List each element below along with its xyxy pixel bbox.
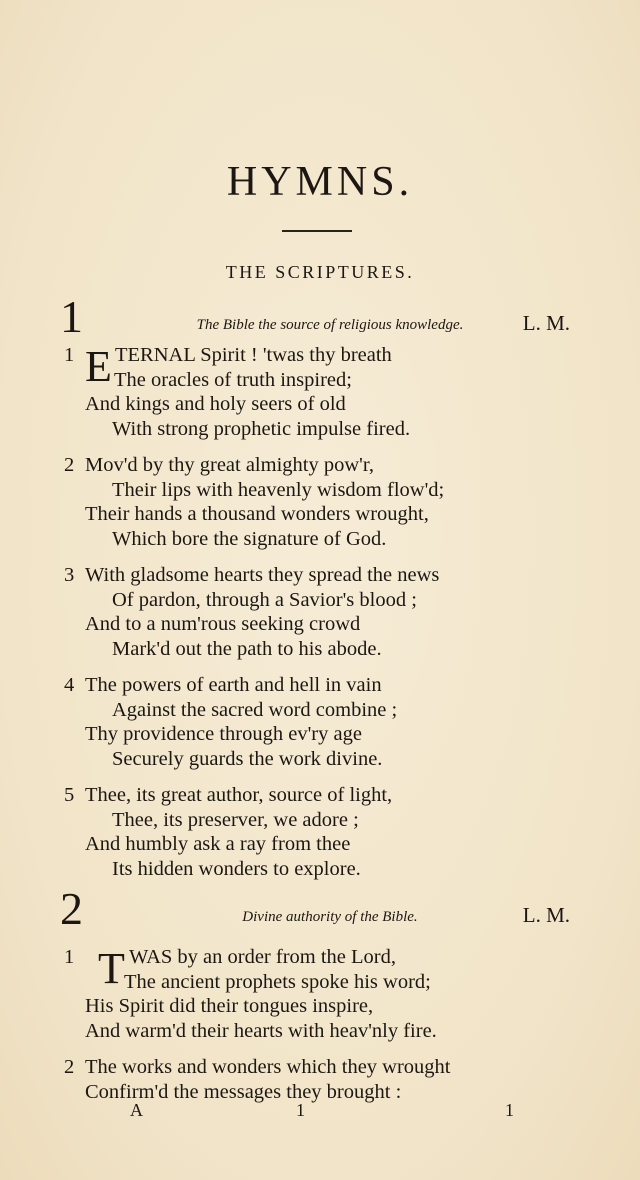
hymn-1-stanza-5 [64, 783, 584, 881]
verse-line [64, 453, 584, 478]
page-number: 1 [296, 1100, 305, 1120]
verse-line: The oracles of truth inspired; [114, 368, 352, 391]
verse-line-text: Mov'd by thy great almighty pow'r, [85, 454, 374, 476]
hymn-meter: L. M. [522, 903, 570, 927]
verse-line-text: The works and wonders which they wrought [85, 1056, 451, 1078]
hymn-1-stanza-3 [64, 563, 584, 661]
verse-line: Securely guards the work divine. [112, 747, 383, 770]
verse-line: And humbly ask a ray from thee [85, 833, 351, 855]
hymn-subtitle: Divine authority of the Bible. [242, 909, 418, 925]
verse-line [64, 945, 584, 970]
title-rule [282, 230, 352, 232]
hymn-1-stanza-4 [64, 673, 584, 771]
verse-line: Their lips with heavenly wisdom flow'd; [112, 478, 445, 501]
stanza-number: 2 [64, 454, 75, 476]
signature-mark: A [130, 1100, 143, 1120]
verse-line: And kings and holy seers of old [85, 393, 346, 415]
stanza-number: 2 [64, 1056, 75, 1078]
hymn-1-stanza-1 [64, 343, 584, 441]
hymn-2-header [60, 882, 570, 932]
verse-line-text: The powers of earth and hell in vain [85, 674, 382, 696]
verse-line: Of pardon, through a Savior's blood ; [112, 588, 417, 611]
page-footer [0, 1100, 640, 1124]
drop-cap: E [85, 342, 112, 391]
verse-line: Their hands a thousand wonders wrought, [85, 503, 429, 525]
hymn-meter: L. M. [522, 311, 570, 335]
hymn-2-stanza-2 [64, 1055, 584, 1104]
stanza-number: 4 [64, 674, 75, 696]
section-heading: THE SCRIPTURES. [225, 262, 415, 282]
verse-line: And warm'd their hearts with heav'nly fire. [85, 1019, 437, 1042]
drop-cap: T [98, 944, 125, 993]
verse-line: His Spirit did their tongues inspire, [85, 995, 374, 1017]
verse-line [64, 563, 584, 588]
hymn-number: 1 [60, 291, 83, 342]
verse-line: And to a num'rous seeking crowd [85, 613, 361, 635]
stanza-number: 1 [64, 344, 75, 366]
hymn-number: 2 [60, 883, 83, 934]
verse-line [64, 673, 584, 698]
verse-line-text: WAS by an order from the Lord, [129, 946, 397, 968]
sheet-number: 1 [505, 1100, 514, 1120]
stanza-number: 1 [64, 946, 75, 968]
verse-line-text: TERNAL Spirit ! 'twas thy breath [115, 344, 392, 366]
verse-line: Thy providence through ev'ry age [85, 723, 362, 745]
verse-line: Its hidden wonders to explore. [112, 857, 361, 880]
verse-line [64, 1055, 584, 1080]
stanza-number: 5 [64, 784, 75, 806]
stanza-number: 3 [64, 564, 75, 586]
hymn-subtitle: The Bible the source of religious knowledge. [196, 317, 464, 333]
hymn-2-stanza-1 [64, 945, 584, 1043]
verse-line: Which bore the signature of God. [112, 527, 387, 550]
verse-line [64, 343, 584, 368]
verse-line-text: With gladsome hearts they spread the news [85, 564, 440, 586]
verse-line [64, 783, 584, 808]
verse-line: Mark'd out the path to his abode. [112, 637, 382, 660]
verse-line: Against the sacred word combine ; [112, 698, 398, 721]
verse-line: Confirm'd the messages they brought : [85, 1080, 402, 1103]
verse-line: With strong prophetic impulse fired. [112, 417, 411, 440]
hymn-1-stanza-2 [64, 453, 584, 551]
hymn-1-header [60, 290, 570, 340]
verse-line-text: Thee, its great author, source of light, [85, 784, 393, 806]
page-title: HYMNS. [226, 159, 414, 205]
verse-line: Thee, its preserver, we adore ; [112, 808, 359, 831]
verse-line: The ancient prophets spoke his word; [124, 970, 431, 993]
